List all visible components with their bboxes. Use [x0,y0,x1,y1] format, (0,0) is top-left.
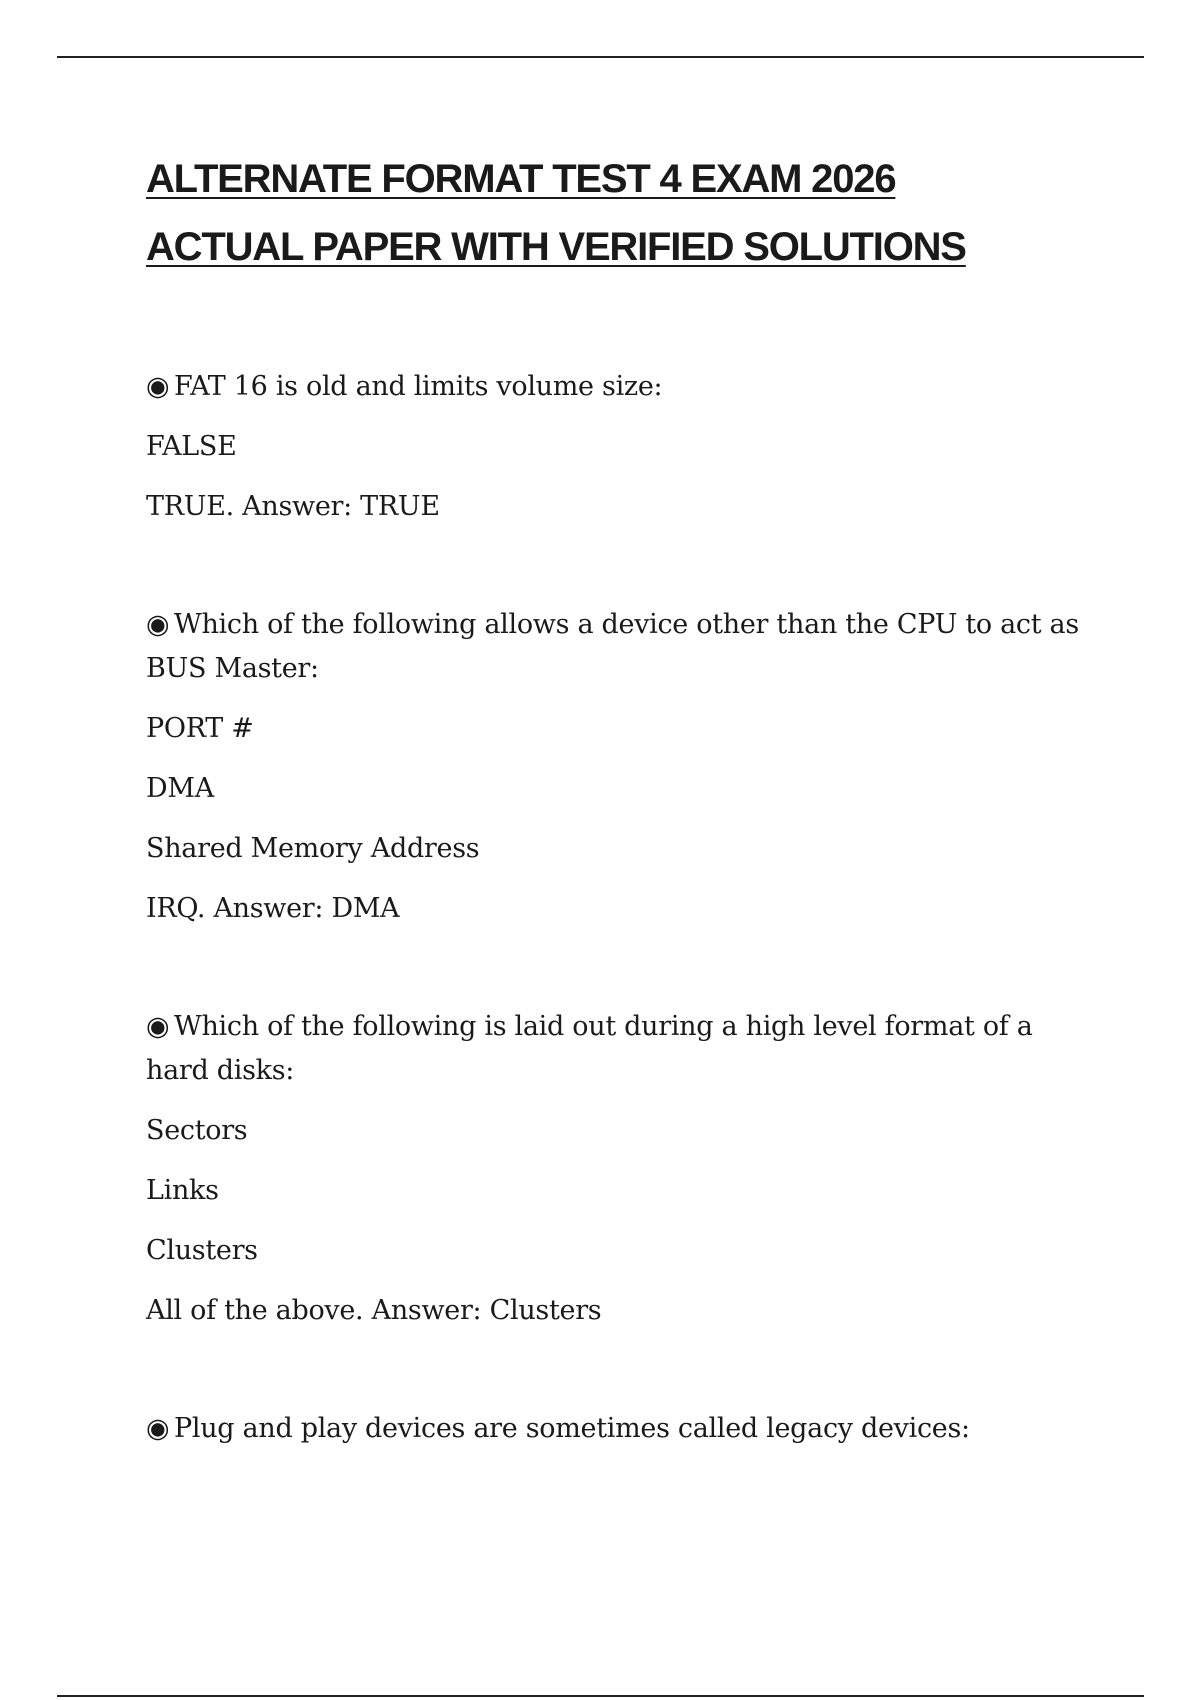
bullet-icon: ◉ [146,609,170,640]
document-content [146,145,1096,1451]
question-item [146,1005,1096,1333]
answer-option: Links [146,1175,219,1206]
answer-option: DMA [146,773,214,804]
question-text: ◉ Which of the following is laid out during a high level format of a hard disks: [146,1005,1096,1093]
question-text: ◉ Which of the following allows a device other than the CPU to act as BUS Master: [146,603,1096,691]
question-item [146,1407,1096,1451]
bullet-icon: ◉ [146,1413,170,1444]
answer-option: Shared Memory Address [146,833,480,864]
answer-option: IRQ. Answer: DMA [146,893,400,924]
footer-rule [57,1695,1144,1697]
title-line-1: ALTERNATE FORMAT TEST 4 EXAM 2026 [146,157,896,201]
header-rule [57,56,1144,58]
question-item [146,365,1096,529]
answer-option: All of the above. Answer: Clusters [146,1295,602,1326]
answer-option: Clusters [146,1235,258,1266]
bullet-icon: ◉ [146,1011,170,1042]
question-text: ◉ Plug and play devices are sometimes called legacy devices: [146,1407,1096,1451]
answer-option: Sectors [146,1115,248,1146]
answer-option: PORT # [146,713,254,744]
question-text: ◉ FAT 16 is old and limits volume size: [146,365,1096,409]
answer-option: TRUE. Answer: TRUE [146,491,440,522]
document-title [146,145,1096,281]
question-item [146,603,1096,931]
bullet-icon: ◉ [146,371,170,402]
answer-option: FALSE [146,431,237,462]
question-list [146,365,1096,1451]
title-line-2: ACTUAL PAPER WITH VERIFIED SOLUTIONS [146,225,966,269]
